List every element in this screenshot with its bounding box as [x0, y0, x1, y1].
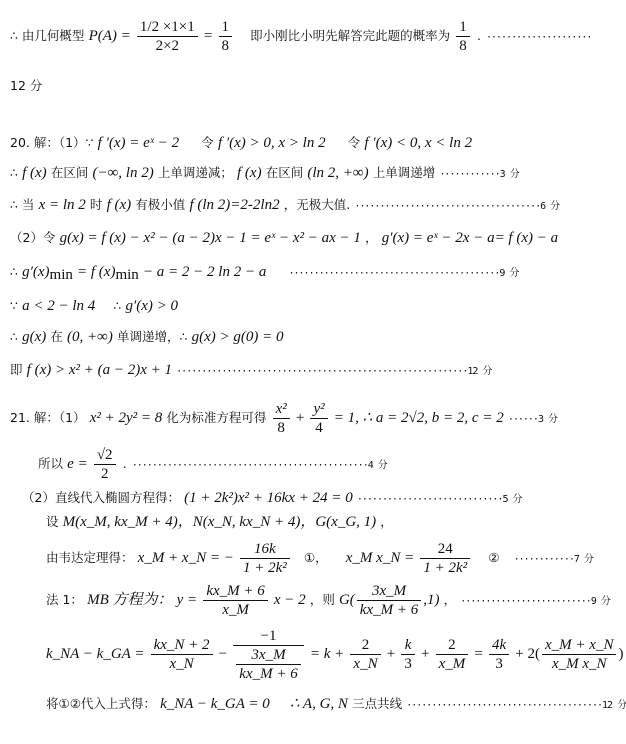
fraction: $\frac{2}{x\_N}$ — [350, 636, 380, 673]
dot-leader: ··························································12 分 — [176, 366, 492, 377]
fraction: $\frac{24}{\text{1 + 2k²}}$ — [420, 540, 470, 577]
line-16: 法 1： MB 方程为： y = $\frac{kx\_M + 6}{x\_M}$ x − 2 ，则 G( $\frac{3x\_M}{kx\_M + 6}$ ,1) ， ··························9 分 — [46, 583, 610, 618]
fraction: $\frac{kx\_N + 2}{x\_N}$ — [151, 636, 213, 673]
dot-leader: ············3 分 — [439, 169, 519, 180]
fraction: $\frac{2}{x\_M}$ — [436, 636, 469, 673]
dot-leader: ··········································9 分 — [288, 268, 519, 279]
line-12: 所以 e = $\frac{√2}{2}$ . ···············································4 分 — [38, 447, 387, 482]
dot-leader: ·······································12 分 — [406, 700, 626, 711]
text: ∴ 由几何概型 — [10, 28, 85, 43]
fraction: $\frac{x\_M + x\_N}{\text{x\_M x\_N}}$ — [542, 636, 616, 673]
fraction: $\frac{1/2 \times 1\times 1}{2\times 2}$ — [137, 18, 198, 55]
dot-leader: . ····················· — [475, 32, 592, 43]
fraction: $\frac{16k}{\text{1 + 2k²}}$ — [240, 540, 290, 577]
dot-leader: . ···············································4 分 — [121, 460, 387, 471]
line-9: ∴ g(x) 在 (0, +∞) 单调递增，∴ g(x) > g(0) = 0 — [10, 329, 284, 345]
line-6: （2）令 g(x) = f (x) − x² − (a − 2)x − 1 = eˣ − x² − ax − 1 ， g′(x) = eˣ − 2x − a= f (x) − a — [10, 230, 559, 246]
line-3: 20. 解：（1）∵ f ′(x) = eˣ − 2 令 f ′(x) > 0, x > ln 2 令 f ′(x) < 0, x < ln 2 — [10, 135, 473, 151]
fraction: $\frac{3x\_M}{kx\_M + 6}$ — [357, 582, 421, 619]
text: 即小刚比小明先解答完此题的概率为 — [250, 28, 451, 43]
fraction: $\frac{kx\_M + 6}{x\_M}$ — [203, 582, 267, 619]
fraction: $\frac{√2}{2}$ — [94, 446, 116, 483]
line-17: k_NA − k_GA = $\frac{kx\_N + 2}{x\_N}$ − $\frac{-1}{\frac{3x\_M}{kx\_M + 6}}$ = k + $\frac{2}{x\_N}$ + $\frac{k}{3}$ + $\frac{2}{x\_M}$ = $\frac{4k}{3}$ + 2( $\frac{x\_M + x\_N}{\text{x\_M x\_N}}$ ) — [46, 627, 624, 682]
line-1: ∴ 由几何概型 P(A) = $\frac{1/2 \times 1\times 1}{2\times 2}$ = $\frac{1}{8}$ 即小刚比小明先解答完此题的概率为 $\frac{1}{8}$ . ····················· — [10, 19, 592, 54]
fraction: $\frac{k}{3}$ — [401, 636, 415, 673]
dot-leader: ·····································6 分 — [354, 201, 560, 212]
line-10: 即 f (x) > x² + (a − 2)x + 1 ··························································12 分 — [10, 362, 492, 378]
fraction: $\frac{\text{x²}}{8}$ — [273, 400, 290, 437]
math: P(A) = — [88, 28, 131, 44]
fraction: $\frac{1}{8}$ — [456, 18, 470, 55]
line-7: ∴ $g'(x)_{min} = f$ $(x)_{min} - a = 2 - 2$ ln 2 − a ··········································9 分 — [10, 264, 519, 283]
line-5: ∴ 当 x = ln 2 时 f (x) 有极小值 f (ln 2)=2-2ln2 ，无极大值. ·····································6 分 — [10, 197, 560, 213]
dot-leader: ······3 分 — [507, 414, 557, 425]
dot-leader: ·····························5 分 — [356, 494, 522, 505]
score: 12 分 — [10, 78, 43, 93]
fraction: $\frac{\text{y²}}{4}$ — [310, 400, 327, 437]
line-15: 由韦达定理得： x_M + x_N = − $\frac{16k}{\text{1 + 2k²}}$ ①， x_M x_N = $\frac{24}{\text{1 + 2k²}}$ ② ············7 分 — [46, 541, 593, 576]
line-13: （2）直线代入椭圆方程得： (1 + 2k²)x² + 16kx + 24 = 0 ·····························5 分 — [22, 490, 522, 506]
line-18: 将①②代入上式得： k_NA − k_GA = 0 ∴ A, G, N 三点共线 ·······································12 分 — [46, 696, 626, 712]
line-8: ∵ a < 2 − ln 4 ∴ g′(x) > 0 — [10, 298, 179, 314]
fraction: $\frac{4k}{3}$ — [489, 636, 509, 673]
fraction: $\frac{-1}{\frac{3x\_M}{kx\_M + 6}}$ — [233, 627, 303, 683]
line-11: 21. 解：（1） x² + 2y² = 8 化为标准方程可得 $\frac{\text{x²}}{8}$ + $\frac{\text{y²}}{4}$ = 1, ∴ a = 2√2, b = 2, c = 2 ······3 分 — [10, 401, 557, 436]
dot-leader: ············7 分 — [513, 554, 593, 565]
line-2 — [10, 76, 42, 96]
line-14: 设 M(x_M, kx_M + 4)，N(x_N, kx_N + 4)，G(x_G, 1) ， — [46, 514, 393, 530]
fraction: $\frac{1}{8}$ — [219, 18, 233, 55]
dot-leader: ··························9 分 — [460, 596, 610, 607]
line-4: ∴ f (x) 在区间 (−∞, ln 2) 上单调递减； f (x) 在区间 (ln 2, +∞) 上单调递增 ············3 分 — [10, 165, 519, 181]
